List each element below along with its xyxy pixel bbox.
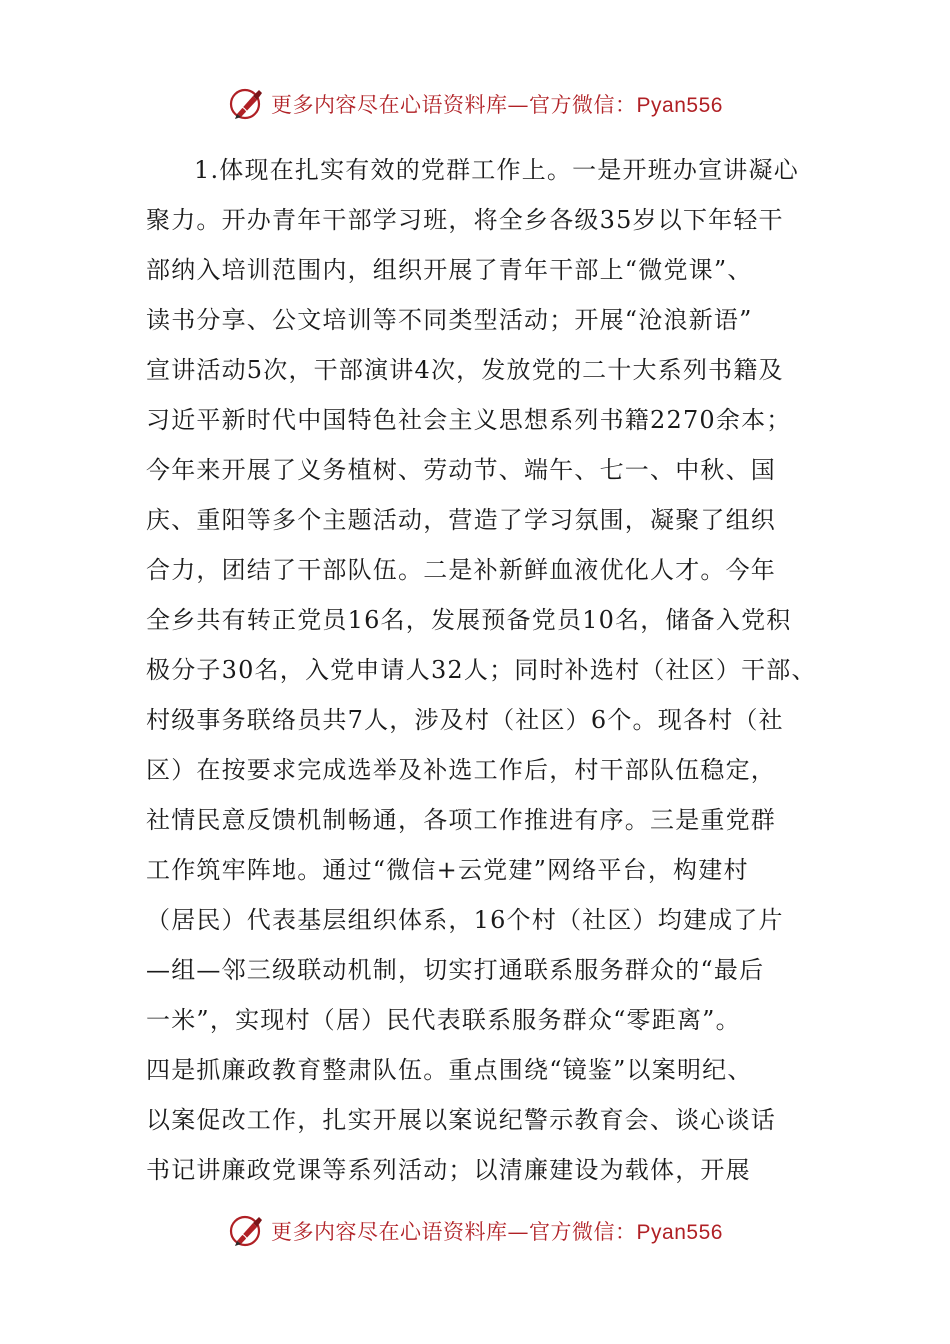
paragraph-line: 合力，团结了干部队伍。二是补新鲜血液优化人才。今年 [146, 556, 776, 584]
paragraph-line: 读书分享、公文培训等不同类型活动；开展“沧浪新语” [146, 306, 753, 334]
header-watermark-cn: 更多内容尽在心语资料库—官方微信： [271, 93, 637, 117]
paragraph-line: 聚力。开办青年干部学习班，将全乡各级35岁以下年轻干 [146, 206, 784, 234]
footer-watermark-text [271, 1216, 723, 1246]
header-watermark-wechat-id: Pyan556 [636, 94, 723, 117]
paragraph-line: 极分子30名，入党申请人32人；同时补选村（社区）干部、 [146, 656, 817, 684]
paragraph-line: 全乡共有转正党员16名，发展预备党员10名，储备入党积 [146, 606, 792, 634]
footer-watermark-banner [0, 1209, 950, 1253]
header-watermark-text [271, 89, 723, 119]
document-body [146, 145, 836, 1195]
paragraph-line: 以案促改工作，扎实开展以案说纪警示教育会、谈心谈话 [146, 1106, 776, 1134]
pen-logo-icon [227, 1211, 267, 1251]
paragraph-line: 习近平新时代中国特色社会主义思想系列书籍2270余本； [146, 406, 792, 434]
paragraph-line: —组—邻三级联动机制，切实打通联系服务群众的“最后 [146, 956, 765, 984]
footer-watermark-wechat-id: Pyan556 [636, 1221, 723, 1244]
paragraph-line: 宣讲活动5次，干部演讲4次，发放党的二十大系列书籍及 [146, 356, 784, 384]
header-watermark-banner [0, 82, 950, 126]
paragraph-line: 村级事务联络员共7人，涉及村（社区）6个。现各村（社 [146, 706, 784, 734]
footer-watermark-cn: 更多内容尽在心语资料库—官方微信： [271, 1220, 637, 1244]
paragraph-line: 书记讲廉政党课等系列活动；以清廉建设为载体，开展 [146, 1156, 751, 1184]
paragraph-line: 工作筑牢阵地。通过“微信+云党建”网络平台，构建村 [146, 856, 749, 884]
paragraph-line: 社情民意反馈机制畅通，各项工作推进有序。三是重党群 [146, 806, 776, 834]
paragraph-line: 区）在按要求完成选举及补选工作后，村干部队伍稳定， [146, 756, 776, 784]
paragraph-line: 1.体现在扎实有效的党群工作上。一是开班办宣讲凝心 [194, 156, 799, 184]
pen-logo-icon [227, 84, 267, 124]
paragraph-line: 四是抓廉政教育整肃队伍。重点围绕“镜鉴”以案明纪、 [146, 1056, 753, 1084]
paragraph-line: （居民）代表基层组织体系，16个村（社区）均建成了片 [146, 906, 784, 934]
paragraph-line: 部纳入培训范围内，组织开展了青年干部上“微党课”、 [146, 256, 753, 284]
paragraph-line: 一米”，实现村（居）民代表联系服务群众“零距离”。 [146, 1006, 741, 1034]
paragraph-line: 庆、重阳等多个主题活动，营造了学习氛围，凝聚了组织 [146, 506, 776, 534]
paragraph-line: 今年来开展了义务植树、劳动节、端午、七一、中秋、国 [146, 456, 776, 484]
